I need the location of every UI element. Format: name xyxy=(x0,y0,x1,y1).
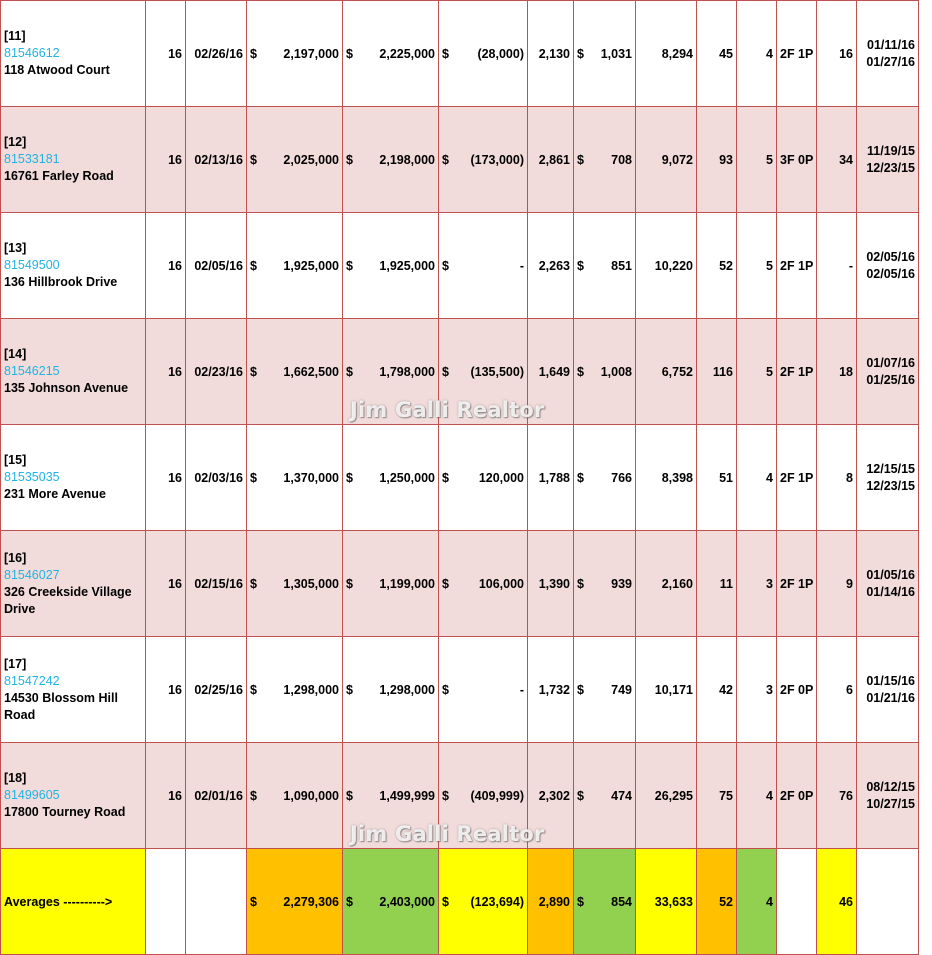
age-cell: 51 xyxy=(697,425,737,531)
row-index: [16] xyxy=(4,550,27,565)
beds-cell: 5 xyxy=(737,319,777,425)
table-row xyxy=(1,213,919,319)
list-price-cell: $ 1,662,500 xyxy=(247,319,343,425)
table-row xyxy=(1,637,919,743)
lot-size-cell: 2,160 xyxy=(636,531,697,637)
sale-date-cell: 02/25/16 xyxy=(186,637,247,743)
property-cell xyxy=(1,531,146,637)
property-cell xyxy=(1,319,146,425)
dom-cell: 18 xyxy=(817,319,857,425)
address: 231 More Avenue xyxy=(4,487,106,501)
address: 14530 Blossom Hill Road xyxy=(4,690,118,722)
sqft-cell: 1,732 xyxy=(528,637,574,743)
sale-price-cell: $ 1,298,000 xyxy=(343,637,439,743)
avg-lot-size: 33,633 xyxy=(636,849,697,955)
table-row xyxy=(1,425,919,531)
baths-cell: 3F 0P xyxy=(777,107,817,213)
pending-date: 12/23/15 xyxy=(866,160,915,175)
avg-list-price: $ 2,279,306 xyxy=(247,849,343,955)
avg-difference: $ (123,694) xyxy=(439,849,528,955)
difference-cell: $ (173,000) xyxy=(439,107,528,213)
lot-size-cell: 6,752 xyxy=(636,319,697,425)
mls-link[interactable]: 81533181 xyxy=(4,152,60,166)
lot-size-cell: 9,072 xyxy=(636,107,697,213)
price-per-sqft-cell: $ 1,031 xyxy=(574,1,636,107)
sale-date-cell: 02/26/16 xyxy=(186,1,247,107)
difference-cell: $ - xyxy=(439,637,528,743)
price-per-sqft-cell: $ 766 xyxy=(574,425,636,531)
list-price-cell: $ 2,025,000 xyxy=(247,107,343,213)
avg-empty-dates xyxy=(857,849,919,955)
pending-date: 01/27/16 xyxy=(866,54,915,69)
list-date: 01/07/16 xyxy=(866,355,915,370)
baths-cell: 2F 1P xyxy=(777,531,817,637)
baths-cell: 2F 1P xyxy=(777,1,817,107)
pending-date: 01/25/16 xyxy=(866,372,915,387)
property-cell xyxy=(1,425,146,531)
list-price-cell: $ 1,090,000 xyxy=(247,743,343,849)
dates-cell xyxy=(857,1,919,107)
pending-date: 01/14/16 xyxy=(866,584,915,599)
list-date: 11/19/15 xyxy=(867,143,915,158)
row-index: [14] xyxy=(4,347,27,361)
list-date: 08/12/15 xyxy=(866,779,915,794)
dates-cell xyxy=(857,425,919,531)
pending-date: 12/23/15 xyxy=(866,478,915,493)
address: 16761 Farley Road xyxy=(4,169,114,183)
difference-cell: $ 120,000 xyxy=(439,425,528,531)
age-cell: 11 xyxy=(697,531,737,637)
dates-cell xyxy=(857,637,919,743)
avg-age: 52 xyxy=(697,849,737,955)
beds-cell: 3 xyxy=(737,531,777,637)
list-date: 01/15/16 xyxy=(866,673,915,688)
row-index: [17] xyxy=(4,656,27,671)
year-cell: 16 xyxy=(146,531,186,637)
address: 118 Atwood Court xyxy=(4,63,110,77)
price-per-sqft-cell: $ 851 xyxy=(574,213,636,319)
address: 17800 Tourney Road xyxy=(4,805,126,819)
list-price-cell: $ 1,370,000 xyxy=(247,425,343,531)
property-cell xyxy=(1,1,146,107)
year-cell: 16 xyxy=(146,213,186,319)
table-row xyxy=(1,107,919,213)
row-index: [18] xyxy=(4,771,27,785)
row-index: [13] xyxy=(4,241,27,255)
sqft-cell: 1,788 xyxy=(528,425,574,531)
age-cell: 75 xyxy=(697,743,737,849)
baths-cell: 2F 1P xyxy=(777,213,817,319)
sale-price-cell: $ 1,199,000 xyxy=(343,531,439,637)
list-price-cell: $ 2,197,000 xyxy=(247,1,343,107)
beds-cell: 4 xyxy=(737,743,777,849)
table-row xyxy=(1,531,919,637)
sale-date-cell: 02/13/16 xyxy=(186,107,247,213)
address: 326 Creekside Village Drive xyxy=(4,584,132,616)
beds-cell: 4 xyxy=(737,1,777,107)
year-cell: 16 xyxy=(146,425,186,531)
beds-cell: 5 xyxy=(737,213,777,319)
mls-link[interactable]: 81546612 xyxy=(4,46,60,60)
age-cell: 93 xyxy=(697,107,737,213)
row-index: [15] xyxy=(4,453,27,467)
avg-price-per-sqft: $ 854 xyxy=(574,849,636,955)
sale-date-cell: 02/03/16 xyxy=(186,425,247,531)
mls-link[interactable]: 81549500 xyxy=(4,258,60,272)
list-date: 02/05/16 xyxy=(866,249,915,264)
avg-empty-yr xyxy=(146,849,186,955)
sqft-cell: 2,263 xyxy=(528,213,574,319)
table-row xyxy=(1,319,919,425)
sqft-cell: 1,649 xyxy=(528,319,574,425)
price-per-sqft-cell: $ 474 xyxy=(574,743,636,849)
dom-cell: 6 xyxy=(817,637,857,743)
watermark: Jim Galli Realtor xyxy=(350,398,545,422)
baths-cell: 2F 1P xyxy=(777,319,817,425)
sale-price-cell: $ 1,499,999 xyxy=(343,743,439,849)
dom-cell: 34 xyxy=(817,107,857,213)
mls-link[interactable]: 81535035 xyxy=(4,470,60,484)
list-date: 12/15/15 xyxy=(866,461,915,476)
sqft-cell: 1,390 xyxy=(528,531,574,637)
avg-beds: 4 xyxy=(737,849,777,955)
mls-link[interactable]: 81546215 xyxy=(4,364,60,378)
mls-link[interactable]: 81546027 xyxy=(4,567,60,582)
list-price-cell: $ 1,305,000 xyxy=(247,531,343,637)
sale-date-cell: 02/15/16 xyxy=(186,531,247,637)
dates-cell xyxy=(857,213,919,319)
avg-sale-price: $ 2,403,000 xyxy=(343,849,439,955)
avg-dom: 46 xyxy=(817,849,857,955)
lot-size-cell: 10,171 xyxy=(636,637,697,743)
beds-cell: 4 xyxy=(737,425,777,531)
property-cell xyxy=(1,743,146,849)
price-per-sqft-cell: $ 749 xyxy=(574,637,636,743)
difference-cell: $ (28,000) xyxy=(439,1,528,107)
dates-cell xyxy=(857,743,919,849)
sqft-cell: 2,130 xyxy=(528,1,574,107)
year-cell: 16 xyxy=(146,107,186,213)
property-cell xyxy=(1,107,146,213)
property-cell xyxy=(1,637,146,743)
sqft-cell: 2,302 xyxy=(528,743,574,849)
year-cell: 16 xyxy=(146,743,186,849)
difference-cell: $ 106,000 xyxy=(439,531,528,637)
sale-date-cell: 02/23/16 xyxy=(186,319,247,425)
difference-cell: $ (409,999) xyxy=(439,743,528,849)
list-price-cell: $ 1,925,000 xyxy=(247,213,343,319)
age-cell: 52 xyxy=(697,213,737,319)
difference-cell: $ - xyxy=(439,213,528,319)
lot-size-cell: 8,398 xyxy=(636,425,697,531)
sale-price-cell: $ 1,798,000 xyxy=(343,319,439,425)
avg-empty-date xyxy=(186,849,247,955)
sqft-cell: 2,861 xyxy=(528,107,574,213)
mls-link[interactable]: 81547242 xyxy=(4,673,60,688)
beds-cell: 3 xyxy=(737,637,777,743)
price-per-sqft-cell: $ 1,008 xyxy=(574,319,636,425)
year-cell: 16 xyxy=(146,319,186,425)
year-cell: 16 xyxy=(146,1,186,107)
list-date: 01/11/16 xyxy=(867,37,915,52)
pending-date: 02/05/16 xyxy=(866,266,915,281)
difference-cell: $ (135,500) xyxy=(439,319,528,425)
property-cell xyxy=(1,213,146,319)
list-price-cell: $ 1,298,000 xyxy=(247,637,343,743)
mls-link[interactable]: 81499605 xyxy=(4,788,60,802)
dates-cell xyxy=(857,319,919,425)
row-index: [12] xyxy=(4,135,27,149)
dates-cell xyxy=(857,531,919,637)
averages-label: Averages ----------> xyxy=(1,849,146,955)
sale-price-cell: $ 2,225,000 xyxy=(343,1,439,107)
age-cell: 116 xyxy=(697,319,737,425)
lot-size-cell: 10,220 xyxy=(636,213,697,319)
dates-cell xyxy=(857,107,919,213)
dom-cell: 9 xyxy=(817,531,857,637)
sale-price-cell: $ 1,250,000 xyxy=(343,425,439,531)
table-row xyxy=(1,743,919,849)
dom-cell: 76 xyxy=(817,743,857,849)
pending-date: 01/21/16 xyxy=(866,690,915,705)
baths-cell: 2F 0P xyxy=(777,743,817,849)
sale-price-cell: $ 1,925,000 xyxy=(343,213,439,319)
sale-date-cell: 02/01/16 xyxy=(186,743,247,849)
price-per-sqft-cell: $ 939 xyxy=(574,531,636,637)
pending-date: 10/27/15 xyxy=(866,796,915,811)
price-per-sqft-cell: $ 708 xyxy=(574,107,636,213)
averages-row xyxy=(1,849,919,955)
address: 136 Hillbrook Drive xyxy=(4,275,118,289)
address: 135 Johnson Avenue xyxy=(4,381,129,395)
avg-empty-baths xyxy=(777,849,817,955)
row-index: [11] xyxy=(4,29,26,43)
list-date: 01/05/16 xyxy=(866,567,915,582)
baths-cell: 2F 1P xyxy=(777,425,817,531)
avg-sqft: 2,890 xyxy=(528,849,574,955)
lot-size-cell: 8,294 xyxy=(636,1,697,107)
dom-cell: 16 xyxy=(817,1,857,107)
year-cell: 16 xyxy=(146,637,186,743)
age-cell: 45 xyxy=(697,1,737,107)
sale-date-cell: 02/05/16 xyxy=(186,213,247,319)
table-row xyxy=(1,1,919,107)
dom-cell: 8 xyxy=(817,425,857,531)
beds-cell: 5 xyxy=(737,107,777,213)
baths-cell: 2F 0P xyxy=(777,637,817,743)
dom-cell: - xyxy=(817,213,857,319)
watermark: Jim Galli Realtor xyxy=(350,822,545,846)
sale-price-cell: $ 2,198,000 xyxy=(343,107,439,213)
age-cell: 42 xyxy=(697,637,737,743)
lot-size-cell: 26,295 xyxy=(636,743,697,849)
